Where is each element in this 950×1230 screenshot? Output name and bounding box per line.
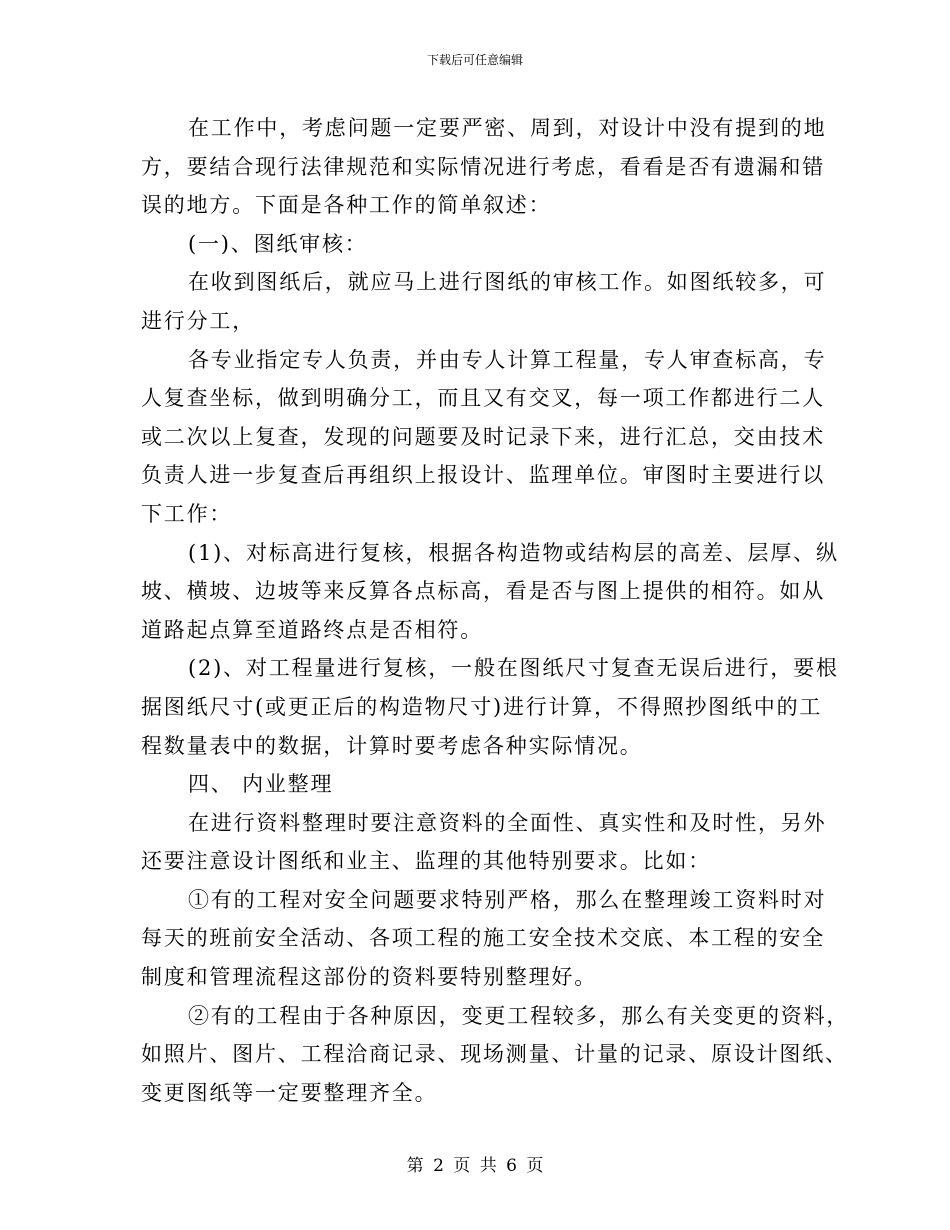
text-line: (2)、对工程量进行复核，一般在图纸尺寸复查无误后进行，要根: [188, 656, 839, 681]
document-body: [141, 109, 850, 1112]
text-line: 制度和管理流程这部份的资料要特别整理好。: [141, 965, 597, 990]
text-line: 坡、横坡、边坡等来反算各点标高，看是否与图上提供的相符。如从: [141, 579, 825, 604]
text-line: 如照片、图片、工程洽商记录、现场测量、计量的记录、原设计图纸、: [141, 1042, 848, 1067]
text-line: 在收到图纸后，就应马上进行图纸的审核工作。如图纸较多，可: [188, 270, 827, 295]
text-line: 下工作：: [141, 501, 233, 526]
text-line: ②有的工程由于各种原因，变更工程较多，那么有关变更的资料，: [188, 1003, 850, 1028]
text-line: 进行分工，: [141, 308, 255, 333]
page-header: 下载后可任意编辑: [426, 53, 523, 67]
text-line: 每天的班前安全活动、各项工程的施工安全技术交底、本工程的安全: [141, 926, 825, 951]
text-line: 在进行资料整理时要注意资料的全面性、真实性和及时性，另外: [188, 810, 827, 835]
text-line: (1)、对标高进行复核，根据各构造物或结构层的高差、层厚、纵: [188, 540, 839, 565]
text-line: 各专业指定专人负责，并由专人计算工程量，专人审查标高，专: [188, 347, 827, 372]
text-line: 据图纸尺寸(或更正后的构造物尺寸)进行计算，不得照抄图纸中的工: [141, 694, 823, 719]
text-line: 还要注意设计图纸和业主、监理的其他特别要求。比如：: [141, 849, 711, 874]
text-line: 误的地方。下面是各种工作的简单叙述：: [141, 193, 552, 218]
section-heading: (一)、图纸审核：: [188, 231, 368, 256]
text-line: 或二次以上复查，发现的问题要及时记录下来，进行汇总，交由技术: [141, 424, 825, 449]
text-line: 负责人进一步复查后再组织上报设计、监理单位。审图时主要进行以: [141, 463, 825, 488]
text-line: 人复查坐标，做到明确分工，而且又有交叉，每一项工作都进行二人: [141, 386, 825, 411]
text-line: 方，要结合现行法律规范和实际情况进行考虑，看看是否有遗漏和错: [141, 154, 825, 179]
text-line: 程数量表中的数据，计算时要考虑各种实际情况。: [141, 733, 643, 758]
text-line: 道路起点算至道路终点是否相符。: [141, 617, 483, 642]
text-line: ①有的工程对安全问题要求特别严格，那么在整理竣工资料时对: [188, 887, 827, 912]
text-line: 在工作中，考虑问题一定要严密、周到，对设计中没有提到的地: [188, 116, 827, 140]
text-line: 变更图纸等一定要整理齐全。: [141, 1080, 438, 1105]
page-number: 第 2 页 共 6 页: [406, 1156, 544, 1176]
section-heading: 四、 内业整理: [188, 772, 334, 797]
